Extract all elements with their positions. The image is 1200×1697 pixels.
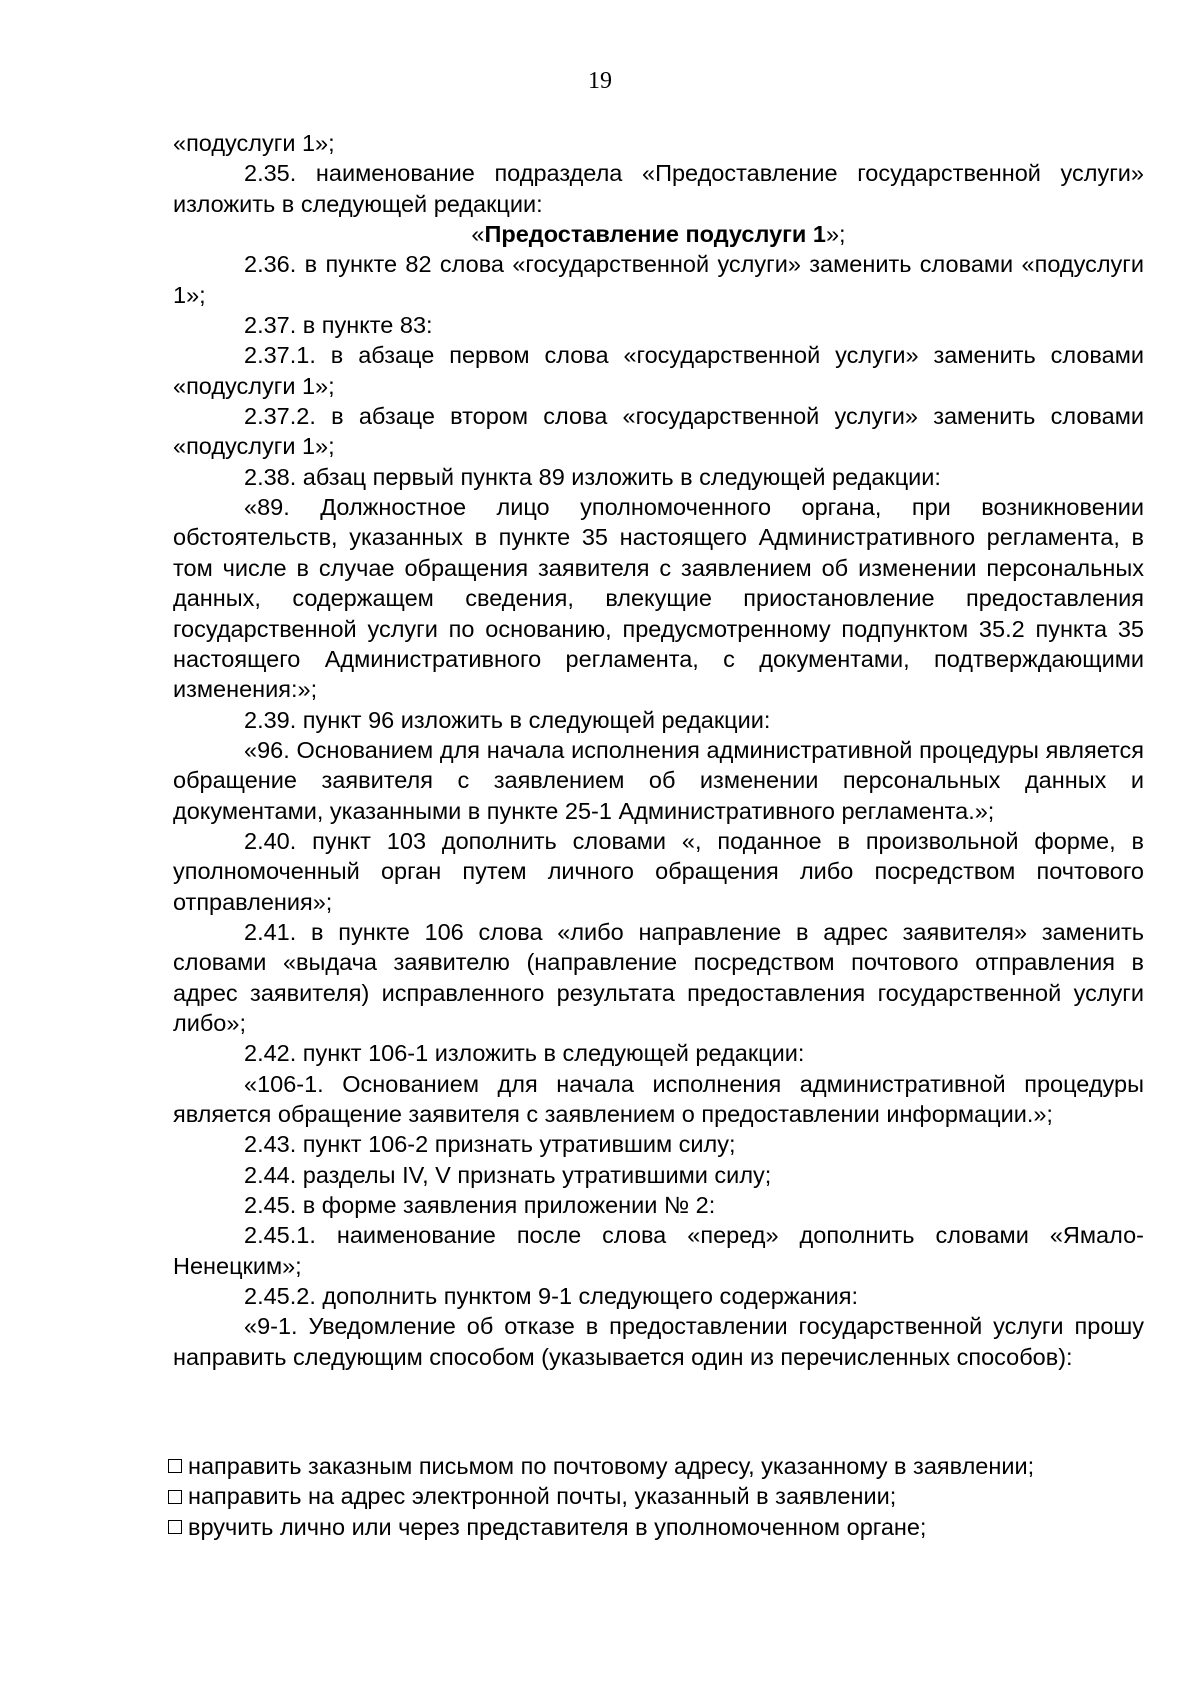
option-registered-mail [168, 1451, 1158, 1481]
paragraph: 2.45.1. наименование после слова «перед» дополнить словами «Ямало-Ненецким»; [173, 1222, 1144, 1279]
paragraph: «106-1. Основанием для начала исполнения административной процедуры является обращение заявителя с заявлением о предоставлении информации.»; [173, 1070, 1144, 1127]
paragraph: 2.37.1. в абзаце первом слова «государственной услуги» заменить словами «подуслуги 1»; [173, 342, 1144, 399]
page-number: 19 [588, 68, 612, 94]
paragraph: 2.37. в пункте 83: [244, 312, 433, 339]
option-in-person [168, 1512, 1158, 1542]
option-label: направить заказным письмом по почтовому адресу, указанному в заявлении; [188, 1453, 1035, 1479]
paragraph: «89. Должностное лицо уполномоченного органа, при возникновении обстоятельств, указанных в пункте 35 настоящего Административного регламента, в том числе в случае обращения заявителя с заявлением об изменении персональных данных, содержащем сведения, влекущие приостановление предоставления государственной услуги по основанию, предусмотренному подпунктом 35.2 пункта 35 настоящего Административного регламента, с документами, подтверждающими изменения:»; [173, 494, 1144, 703]
paragraph: 2.43. пункт 106-2 признать утратившим силу; [244, 1131, 736, 1158]
paragraph: 2.37.2. в абзаце втором слова «государственной услуги» заменить словами «подуслуги 1»; [173, 403, 1144, 460]
option-email [168, 1481, 1158, 1511]
paragraph: 2.40. пункт 103 дополнить словами «, поданное в произвольной форме, в уполномоченный орган путем личного обращения либо посредством почтового отправления»; [173, 827, 1144, 915]
checkbox-icon [168, 1520, 182, 1534]
paragraph: «96. Основанием для начала исполнения административной процедуры является обращение заявителя с заявлением об изменении персональных данных и документами, указанными в пункте 25-1 Административного регламента.»; [173, 736, 1144, 824]
paragraph: «9-1. Уведомление об отказе в предоставлении государственной услуги прошу направить следующим способом (указывается один из перечисленных способов): [173, 1313, 1144, 1370]
option-label: направить на адрес электронной почты, указанный в заявлении; [188, 1483, 897, 1510]
paragraph: 2.45.2. дополнить пунктом 9-1 следующего содержания: [244, 1283, 859, 1310]
paragraph: 2.41. в пункте 106 слова «либо направление в адрес заявителя» заменить словами «выдача заявителю (направление посредством почтового отправления в адрес заявителя) исправленного результата предоставления государственной услуги либо»; [173, 918, 1144, 1036]
paragraph: 2.44. разделы IV, V признать утратившими силу; [244, 1161, 772, 1188]
paragraph: 2.39. пункт 96 изложить в следующей редакции: [244, 706, 771, 733]
paragraph: 2.42. пункт 106-1 изложить в следующей редакции: [244, 1040, 805, 1067]
option-label: вручить лично или через представителя в уполномоченном органе; [188, 1513, 927, 1540]
heading-close-quote: »; [825, 221, 846, 248]
checkbox-icon [168, 1459, 182, 1473]
paragraph: 2.35. наименование подраздела «Предоставление государственной услуги» изложить в следующей редакции: [173, 160, 1144, 217]
checkbox-icon [168, 1490, 182, 1504]
paragraph: 2.38. абзац первый пункта 89 изложить в следующей редакции: [244, 463, 941, 490]
delivery-options [168, 1451, 1158, 1542]
document-body [173, 128, 1144, 1372]
section-heading [173, 219, 1144, 249]
paragraph: 2.45. в форме заявления приложении № 2: [244, 1192, 716, 1219]
paragraph: 2.36. в пункте 82 слова «государственной услуги» заменить словами «подуслуги 1»; [173, 251, 1144, 308]
heading-text: Предоставление подуслуги 1 [484, 221, 826, 248]
paragraph: «подуслуги 1»; [173, 130, 335, 156]
heading-open-quote: « [471, 221, 485, 248]
